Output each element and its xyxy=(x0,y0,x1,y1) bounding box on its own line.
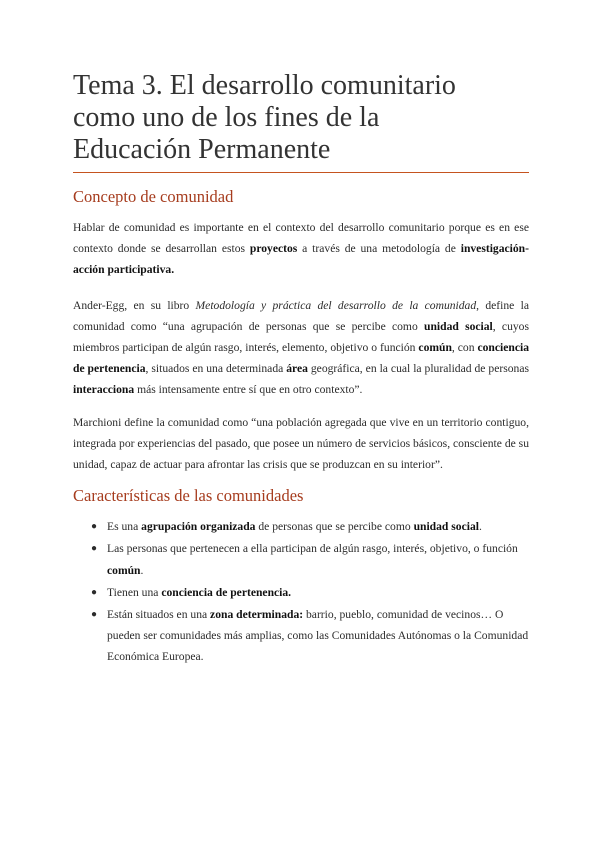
title-line: Tema 3. El desarrollo comunitario xyxy=(73,70,456,101)
list-item: ● Es una agrupación organizada de personas que se percibe como unidad social. xyxy=(91,516,529,537)
list-item: ● Están situados en una zona determinada: barrio, pueblo, comunidad de vecinos… O pueden ser comunidades más amplias, como las Comunidades Autónomas o la Comunidad Económica Europea. xyxy=(91,604,529,668)
section-heading-caracteristicas: Características de las comunidades xyxy=(73,486,304,506)
title-line: como uno de los fines de la xyxy=(73,102,380,133)
list-item: ● Las personas que pertenecen a ella participan de algún rasgo, interés, objetivo, o función común. xyxy=(91,538,529,580)
list-item: ● Tienen una conciencia de pertenencia. xyxy=(91,582,529,603)
characteristics-list xyxy=(73,516,529,667)
bullet-icon: ● xyxy=(91,543,98,555)
document-page xyxy=(73,70,529,669)
bullet-icon: ● xyxy=(91,586,98,598)
paragraph-marchioni: Marchioni define la comunidad como “una población agregada que vive en un territorio contiguo, integrada por experiencias del pasado, que posee un número de servicios básicos, consciente de su unidad, capaz de actuar para afrontar las crisis que se produzcan en su interior”. xyxy=(73,415,529,472)
bullet-icon: ● xyxy=(91,521,98,533)
section-heading-concepto: Concepto de comunidad xyxy=(73,187,234,206)
paragraph-ander-egg: Ander-Egg, en su libro Metodología y práctica del desarrollo de la comunidad, define la comunidad como “una agrupación de personas que se percibe como unidad social, cuyos miembros participan de algún rasgo, interés, elemento, objetivo o función común, con conciencia de pertenencia, situados en una determinada área geográfica, en la cual la pluralidad de personas interacciona más intensamente entre sí que en otro contexto”. xyxy=(73,298,529,397)
page-title xyxy=(73,70,529,173)
paragraph-intro: Hablar de comunidad es importante en el contexto del desarrollo comunitario porque es en ese contexto donde se desarrollan estos proyectos a través de una metodología de investigación-acción participativa. xyxy=(73,221,529,277)
title-line: Educación Permanente xyxy=(73,134,331,165)
bullet-icon: ● xyxy=(91,609,98,621)
